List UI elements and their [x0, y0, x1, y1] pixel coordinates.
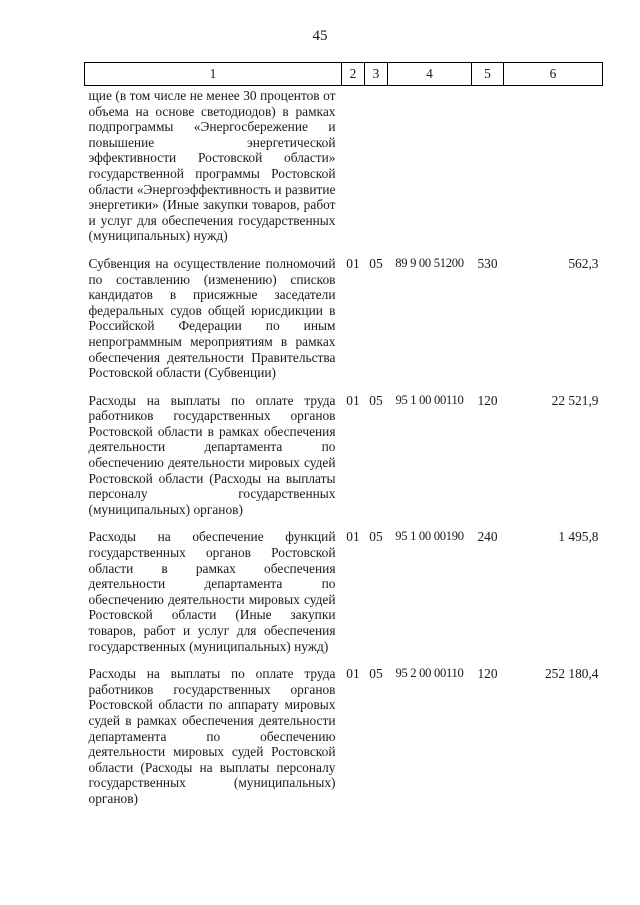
column-header-description: 1 — [85, 63, 342, 86]
row-subsection-code: 05 — [369, 529, 383, 545]
row-expense-type-code: 120 — [477, 666, 498, 682]
row-description: щие (в том числе не менее 30 процентов от объема на основе светодиодов) в рамках подпрограммы «Энергосбережение и повышение энергетической эффективности Ростовской области» государственной программы Ростовской области «Энергоэффективность и развитие энергетики» (Иные закупки товаров, работ и услуг для обеспечения государственных (муниципальных) нужд) — [88, 88, 336, 244]
row-expense-type-code: 240 — [477, 529, 498, 545]
row-target-article-code — [388, 86, 472, 256]
table-row — [85, 529, 603, 666]
row-section-code: 01 — [346, 392, 360, 408]
column-header-subsection: 3 — [365, 63, 388, 86]
row-amount: 1 495,8 — [558, 529, 599, 545]
row-target-article-code: 95 2 00 00110 — [395, 666, 464, 681]
row-amount — [504, 86, 603, 256]
row-section-code: 01 — [346, 255, 360, 271]
table-row — [85, 666, 603, 818]
row-expense-type-code: 530 — [477, 255, 498, 271]
row-subsection-code — [365, 86, 388, 256]
row-section-code: 01 — [346, 666, 360, 682]
table-row — [85, 86, 603, 256]
column-header-section: 2 — [342, 63, 365, 86]
budget-table — [84, 62, 603, 819]
row-section-code: 01 — [346, 529, 360, 545]
row-section-code — [342, 86, 365, 256]
row-target-article-code: 95 1 00 00190 — [395, 529, 464, 544]
row-expense-type-code: 120 — [477, 392, 498, 408]
table-row — [85, 256, 603, 393]
column-header-target-article: 4 — [388, 63, 472, 86]
row-description: Расходы на выплаты по оплате труда работников государственных органов Ростовской области в рамках обеспечения деятельности департамента по обеспечению деятельности мировых судей Ростовской области (Расходы на выплаты персоналу государственных (муниципальных) органов) — [88, 392, 336, 517]
row-subsection-code: 05 — [369, 666, 383, 682]
page-number: 45 — [312, 28, 328, 44]
row-subsection-code: 05 — [369, 392, 383, 408]
row-amount: 252 180,4 — [544, 666, 599, 682]
row-description: Расходы на выплаты по оплате труда работников государственных органов Ростовской области по аппарату мировых судей в рамках обеспечения деятельности департамента по обеспечению деятельности мировых судей Ростовской области (Расходы на выплаты персоналу государственных (муниципальных) органов) — [88, 666, 336, 806]
table-header-row — [85, 63, 603, 86]
column-header-expense-type: 5 — [472, 63, 504, 86]
column-header-amount: 6 — [504, 63, 603, 86]
row-amount: 22 521,9 — [551, 392, 599, 408]
row-subsection-code: 05 — [369, 255, 383, 271]
row-expense-type-code — [472, 86, 504, 256]
row-amount: 562,3 — [568, 255, 599, 271]
table-row — [85, 393, 603, 530]
row-description: Расходы на обеспечение функций государственных органов Ростовской области в рамках обеспечения деятельности департамента по обеспечению деятельности мировых судей Ростовской области (Иные закупки товаров, работ и услуг для обеспечения государственных (муниципальных) нужд) — [88, 529, 336, 654]
row-target-article-code: 89 9 00 51200 — [395, 255, 464, 270]
row-description: Субвенция на осуществление полномочий по составлению (изменению) списков кандидатов в присяжные заседатели федеральных судов общей юрисдикции в Российской Федерации по иным непрограммным мероприятиям в рамках обеспечения деятельности Правительства Ростовской области (Субвенции) — [88, 255, 336, 381]
row-target-article-code: 95 1 00 00110 — [395, 392, 464, 407]
